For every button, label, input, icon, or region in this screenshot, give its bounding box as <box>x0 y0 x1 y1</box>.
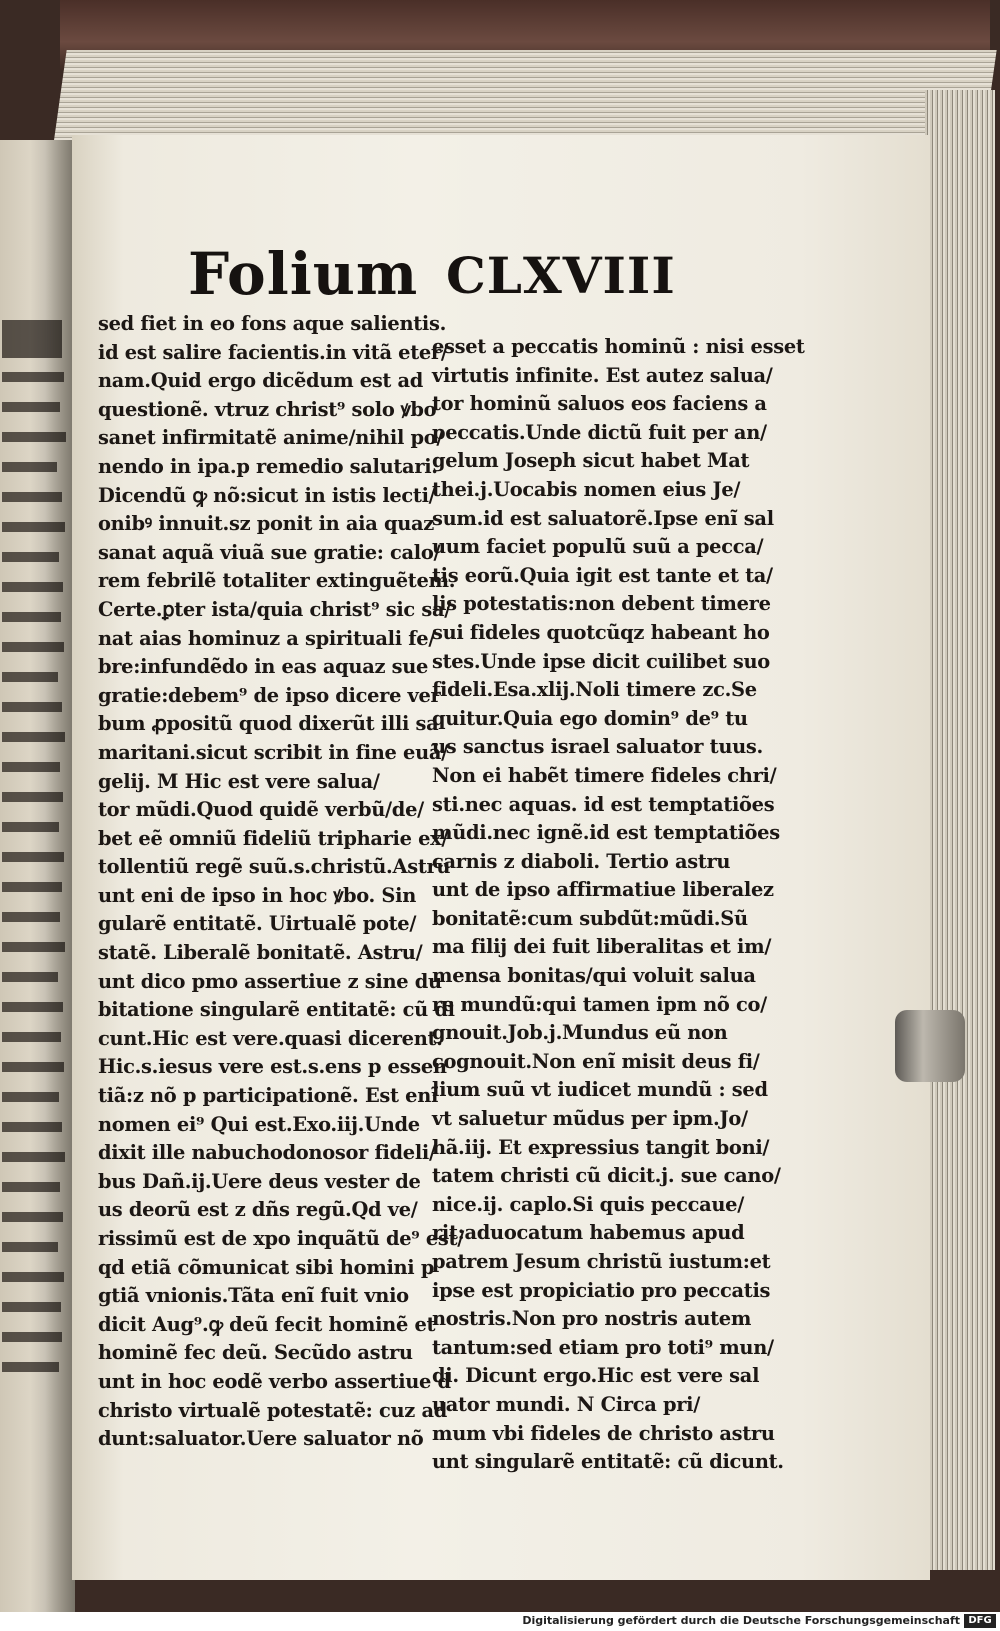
text-line: qd etiã cõmunicat sibi homini p <box>98 1255 435 1279</box>
text-line: mum vbi fideles de christo astru <box>432 1421 775 1445</box>
text-line: lis potestatis:non debent timere <box>432 592 771 616</box>
text-line: tantum:sed etiam pro toti⁹ mun/ <box>432 1335 774 1359</box>
text-line: sti.nec aquas. id est temptatiões <box>432 792 775 816</box>
text-line: hã.iij. Et expressius tangit boni/ <box>432 1135 770 1159</box>
text-line: gtiã vnionis.Tãta enĩ fuit vnio <box>98 1284 409 1308</box>
page-edges-top <box>53 50 996 145</box>
text-line: tatem christi cũ dicit.j. sue cano/ <box>432 1164 781 1188</box>
folio-word: Folium <box>188 240 419 308</box>
text-line: nat aias hominuz a spirituali fe/ <box>98 626 436 650</box>
text-line: dicit Aug⁹.ꝙ deũ fecit hominẽ et <box>98 1312 436 1336</box>
text-line: sui fideles quotcũqz habeant ho <box>432 620 770 644</box>
text-line: Dicendũ ꝙ nõ:sicut in istis lecti/ <box>98 483 436 507</box>
text-line: Hic.s.iesus vere est.s.ens p essen <box>98 1055 447 1079</box>
text-line: gelum Joseph sicut habet Mat <box>432 449 750 473</box>
text-line: rem febrilẽ totaliter extinguẽtem. <box>98 569 456 593</box>
text-line: quitur.Quia ego domin⁹ de⁹ tu <box>432 706 748 730</box>
page-edges-right <box>925 90 995 1570</box>
text-line: Non ei habẽt timere fideles chri/ <box>432 763 777 787</box>
text-line: nendo in ipa.p remedio salutari. <box>98 454 438 478</box>
text-line: sanet infirmitatẽ anime/nihil po/ <box>98 426 444 450</box>
text-line: patrem Jesum christũ iustum:et <box>432 1250 771 1273</box>
text-line: carnis z diaboli. Tertio astru <box>432 849 731 873</box>
text-line: di. Dicunt ergo.Hic est vere sal <box>432 1364 760 1388</box>
text-line: id est salire facientis.in vitã eter/ <box>98 340 448 364</box>
text-line: unt de ipso affirmatiue liberalez <box>432 878 774 902</box>
text-line: unt singularẽ entitatẽ: cũ dicunt. <box>432 1450 784 1474</box>
text-line: bet eẽ omniũ fideliũ tripharie ex/ <box>98 826 449 850</box>
text-line: rissimũ est de xpo inquãtũ de⁹ est/ <box>98 1227 464 1250</box>
text-line: mũdi.nec ignẽ.id est temptatiões <box>432 821 780 845</box>
text-line: gularẽ entitatẽ. Uirtualẽ pote/ <box>98 912 417 936</box>
text-line: fideli.Esa.xlij.Noli timere zc.Se <box>432 678 757 702</box>
text-line: uum faciet populũ suũ a pecca/ <box>432 535 764 559</box>
text-line: bus Dañ.ij.Uere deus vester de <box>98 1169 421 1193</box>
text-line: uator mundi. N Circa pri/ <box>432 1392 700 1416</box>
text-line: nice.ij. caplo.Si quis peccaue/ <box>432 1192 744 1216</box>
text-line: re mundũ:qui tamen ipm nõ co/ <box>432 992 767 1016</box>
text-line: sanat aquã viuã sue gratie: calo/ <box>98 540 441 564</box>
text-line: cognouit.Non enĩ misit deus fi/ <box>432 1049 760 1073</box>
text-line: Certe.ꝑter ista/quia christ⁹ sic sa/ <box>98 597 452 621</box>
text-column-left <box>98 310 464 1454</box>
text-line: cunt.Hic est vere.quasi dicerent. <box>98 1026 443 1050</box>
text-line: ipse est propiciatio pro peccatis <box>432 1278 771 1302</box>
text-line: gelij. M Hic est vere salua/ <box>98 769 380 793</box>
folio-header <box>188 240 676 308</box>
text-line: questionẽ. vtruz christ⁹ solo ꝟbo <box>98 397 437 421</box>
text-line: mensa bonitas/qui voluit salua <box>432 964 756 988</box>
text-line: maritani.sicut scribit in fine euã/ <box>98 740 448 764</box>
text-line: gratie:debem⁹ de ipso dicere ver <box>98 683 441 707</box>
text-line: dixit ille nabuchodonosor fideli/ <box>98 1141 436 1165</box>
text-line: bitatione singularẽ entitatẽ: cũ di <box>98 998 455 1022</box>
text-line: us sanctus israel saluator tuus. <box>432 735 763 759</box>
book-clasp <box>895 1010 965 1082</box>
text-line: tor mũdi.Quod quidẽ verbũ/de/ <box>98 798 424 822</box>
text-line: dunt:saluator.Uere saluator nõ <box>98 1427 424 1451</box>
text-line: esset a peccatis hominũ : nisi esset <box>432 335 805 358</box>
text-line: lium suũ vt iudicet mundũ : sed <box>432 1078 768 1102</box>
text-line: ma filij dei fuit liberalitas et im/ <box>432 935 772 959</box>
text-line: nomen ei⁹ Qui est.Exo.iij.Unde <box>98 1112 420 1136</box>
text-line: unt eni de ipso in hoc ꝟbo. Sin <box>98 883 417 907</box>
text-line: bum ꝓpositũ quod dixerũt illi sa <box>98 712 439 736</box>
text-line: onibꝰ innuit.sz ponit in aia quaz <box>98 512 434 536</box>
text-line: hominẽ fec deũ. Secũdo astru <box>98 1341 413 1365</box>
text-line: tor hominũ saluos eos faciens a <box>432 392 767 416</box>
text-line: christo virtualẽ potestatẽ: cuz ad <box>98 1398 447 1422</box>
text-line: bonitatẽ:cum subdũt:mũdi.Sũ <box>432 906 748 930</box>
text-line: bre:infundẽdo in eas aquaz sue <box>98 655 429 679</box>
text-line: rit:aduocatum habemus apud <box>432 1221 745 1245</box>
footer-bar <box>0 1612 1000 1631</box>
text-line: stes.Unde ipse dicit cuilibet suo <box>432 649 770 673</box>
text-line: statẽ. Liberalẽ bonitatẽ. Astru/ <box>98 941 423 965</box>
dfg-logo: DFG <box>964 1614 996 1628</box>
text-column-right <box>432 333 805 1477</box>
text-line: us deorũ est z dñs regũ.Qd ve/ <box>98 1198 418 1222</box>
footer-credit: Digitalisierung gefördert durch die Deutsche Forschungsgemeinschaft <box>522 1614 960 1627</box>
text-line: nostris.Non pro nostris autem <box>432 1307 752 1331</box>
text-line: peccatis.Unde dictũ fuit per an/ <box>432 420 767 444</box>
text-line: thei.j.Uocabis nomen eius Je/ <box>432 477 741 501</box>
text-line: tiã:z nõ p participationẽ. Est enĩ <box>98 1084 439 1108</box>
text-line: sed fiet in eo fons aque salientis. <box>98 312 447 335</box>
left-page-fragment <box>0 140 75 1612</box>
text-line: virtutis infinite. Est autez salua/ <box>432 363 773 387</box>
folio-numeral: CLXVIII <box>446 246 676 305</box>
text-line: unt dico pmo assertiue z sine du <box>98 969 442 993</box>
text-line: nam.Quid ergo dicẽdum est ad <box>98 369 424 393</box>
text-line: tollentiũ regẽ suũ.s.christũ.Astru <box>98 855 451 879</box>
text-line: sum.id est saluatorẽ.Ipse enĩ sal <box>432 506 774 530</box>
text-line: vt saluetur mũdus per ipm.Jo/ <box>432 1107 748 1131</box>
text-line: gnouit.Job.j.Mundus eũ non <box>432 1021 728 1045</box>
text-line: tis eorũ.Quia igit est tante et ta/ <box>432 563 773 587</box>
text-line: unt in hoc eodẽ verbo assertiue d <box>98 1369 451 1393</box>
